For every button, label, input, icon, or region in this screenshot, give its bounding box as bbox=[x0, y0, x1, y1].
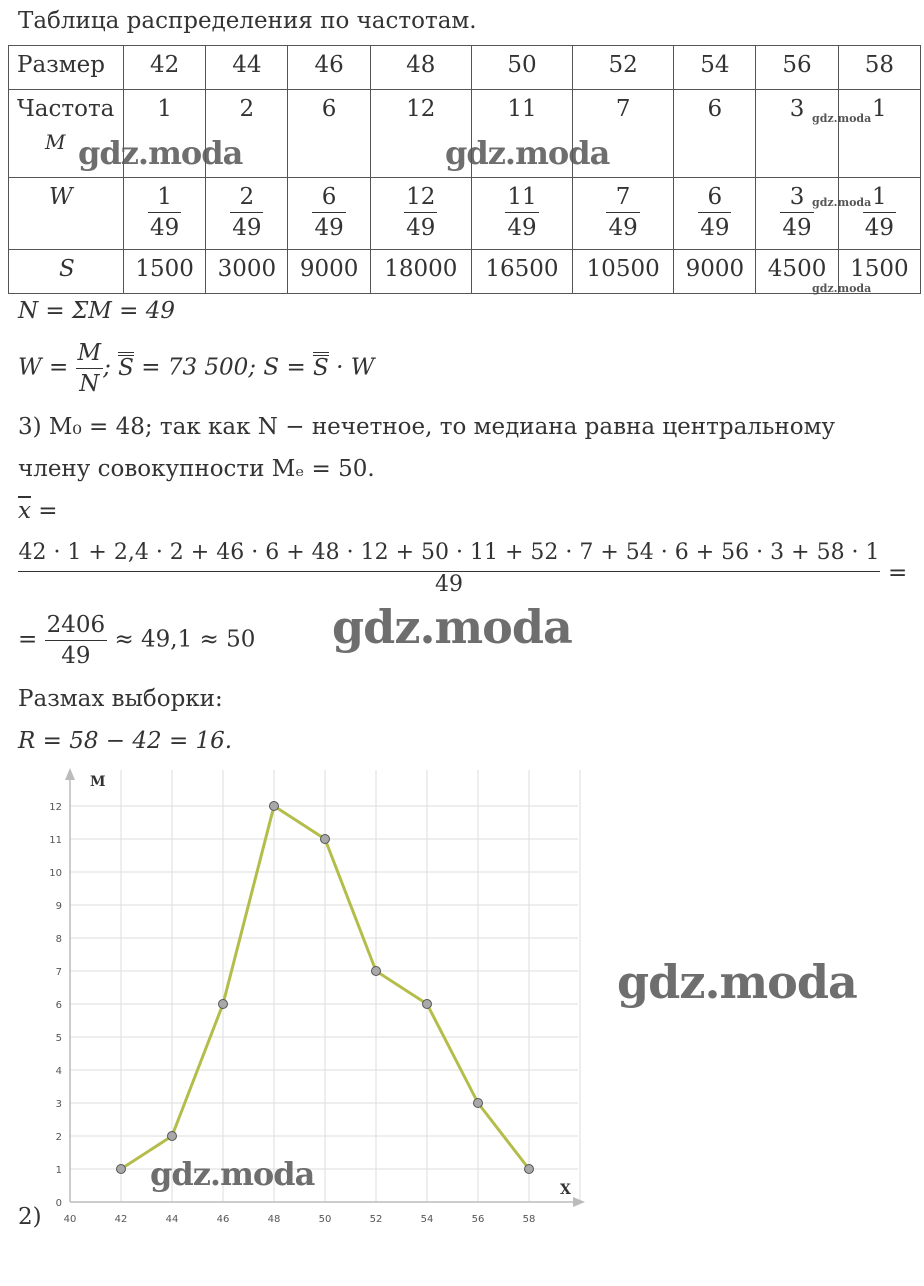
x-axis-label: X bbox=[560, 1182, 571, 1198]
w-den: 49 bbox=[149, 215, 180, 241]
xbar-symbol: $\overline{x}$ bbox=[18, 498, 31, 524]
x-tick-label: 52 bbox=[369, 1214, 383, 1225]
x-tick-label: 44 bbox=[165, 1214, 179, 1225]
y-tick-label: 9 bbox=[55, 901, 62, 912]
w-den: 49 bbox=[406, 215, 436, 241]
mean-result bbox=[18, 612, 255, 669]
range-formula: R = 58 − 42 = 16. bbox=[18, 728, 233, 754]
y-tick-label: 1 bbox=[55, 1165, 62, 1176]
mode-line: 3) M₀ = 48; так как N − нечетное, то медиана равна центральному bbox=[18, 414, 836, 440]
frequency-label: Частота bbox=[17, 96, 115, 122]
watermark: gdz.moda bbox=[617, 955, 857, 1009]
freq-cell: 3 bbox=[756, 90, 838, 178]
s-cell: 3000 bbox=[206, 250, 288, 294]
size-cell: 44 bbox=[206, 46, 288, 90]
y-tick-label: 3 bbox=[55, 1099, 62, 1110]
y-tick-label: 4 bbox=[55, 1066, 62, 1077]
w-den: 49 bbox=[700, 215, 730, 241]
w-num: 11 bbox=[507, 184, 537, 210]
freq-cell: 6 bbox=[674, 90, 756, 178]
w-cell bbox=[838, 178, 920, 250]
frequency-polygon-chart bbox=[40, 760, 600, 1230]
freq-cell: 7 bbox=[573, 90, 674, 178]
s-cell: 4500 bbox=[756, 250, 838, 294]
x-tick-label: 40 bbox=[63, 1214, 77, 1225]
s-def-symbol: S bbox=[313, 352, 329, 380]
x-tick-label: 56 bbox=[471, 1214, 485, 1225]
size-cell: 46 bbox=[288, 46, 370, 90]
watermark-small: gdz.moda bbox=[812, 112, 872, 125]
table-row-s bbox=[9, 250, 921, 294]
watermark-small: gdz.moda bbox=[812, 282, 872, 295]
s-mean-value: = 73 500; bbox=[133, 354, 264, 381]
table-row-w bbox=[9, 178, 921, 250]
w-cell bbox=[573, 178, 674, 250]
w-den: 49 bbox=[782, 215, 812, 241]
size-cell: 48 bbox=[370, 46, 471, 90]
page-title: Таблица распределения по частотам. bbox=[18, 8, 477, 34]
range-label: Размах выборки: bbox=[18, 686, 223, 712]
size-cell: 58 bbox=[838, 46, 920, 90]
freq-cell: 6 bbox=[288, 90, 370, 178]
w-num: 6 bbox=[321, 184, 337, 210]
w-den: 49 bbox=[314, 215, 344, 241]
s-cell: 9000 bbox=[674, 250, 756, 294]
s-mean-sep: ; bbox=[103, 354, 119, 381]
s-cell: 10500 bbox=[573, 250, 674, 294]
w-num: 6 bbox=[707, 184, 723, 210]
s-cell: 1500 bbox=[124, 250, 206, 294]
x-axis-arrow bbox=[573, 1197, 585, 1207]
s-cell: 18000 bbox=[370, 250, 471, 294]
size-cell: 50 bbox=[471, 46, 572, 90]
size-cell: 54 bbox=[674, 46, 756, 90]
w-cell bbox=[471, 178, 572, 250]
freq-cell: 2 bbox=[206, 90, 288, 178]
size-cell: 42 bbox=[124, 46, 206, 90]
freq-cell: 1 bbox=[838, 90, 920, 178]
watermark: gdz.moda bbox=[150, 1155, 315, 1193]
x-tick-label: 48 bbox=[267, 1214, 281, 1225]
x-tick-label: 42 bbox=[114, 1214, 128, 1225]
w-cell bbox=[124, 178, 206, 250]
y-tick-label: 5 bbox=[55, 1033, 62, 1044]
watermark: gdz.moda bbox=[445, 134, 610, 172]
w-cell bbox=[756, 178, 838, 250]
mean-numerator: 42 · 1 + 2,4 · 2 + 46 · 6 + 48 · 12 + 50 · 11 + 52 · 7 + 54 · 6 + 56 · 3 + 58 · 1 bbox=[18, 540, 880, 565]
m-label: M bbox=[45, 130, 66, 154]
w-den: 49 bbox=[608, 215, 638, 241]
xbar-equals: = bbox=[30, 498, 58, 524]
w-den: 49 bbox=[864, 215, 894, 241]
row-header-w: W bbox=[9, 178, 124, 250]
w-cell bbox=[206, 178, 288, 250]
s-mean-symbol: S bbox=[118, 352, 134, 380]
mean-denominator: 49 bbox=[435, 572, 463, 597]
data-point bbox=[372, 967, 381, 976]
result-equals: = bbox=[18, 626, 45, 653]
x-tick-label: 58 bbox=[522, 1214, 536, 1225]
x-tick-label: 54 bbox=[420, 1214, 434, 1225]
w-num: 12 bbox=[406, 184, 436, 210]
watermark: gdz.moda bbox=[332, 600, 572, 654]
data-point bbox=[219, 1000, 228, 1009]
s-def-lhs: S = bbox=[263, 354, 314, 381]
w-frac-den: N bbox=[79, 371, 100, 397]
s-cell: 1500 bbox=[838, 250, 920, 294]
s-cell: 9000 bbox=[288, 250, 370, 294]
w-num: 7 bbox=[615, 184, 631, 210]
y-tick-label: 12 bbox=[49, 802, 62, 813]
w-cell bbox=[370, 178, 471, 250]
y-tick-label: 11 bbox=[49, 835, 62, 846]
w-lhs: W = bbox=[18, 354, 76, 381]
data-point bbox=[321, 835, 330, 844]
y-axis-arrow bbox=[65, 768, 75, 780]
w-num: 2 bbox=[239, 184, 255, 210]
data-point bbox=[168, 1132, 177, 1141]
freq-cell: 11 bbox=[471, 90, 572, 178]
y-axis-label: M bbox=[90, 774, 106, 790]
w-num: 1 bbox=[872, 184, 887, 210]
watermark-small: gdz.moda bbox=[812, 196, 872, 209]
mean-fraction bbox=[18, 540, 880, 597]
w-s-formula bbox=[18, 340, 374, 397]
s-cell: 16500 bbox=[471, 250, 572, 294]
table-row-size bbox=[9, 46, 921, 90]
row-header-size: Размер bbox=[9, 46, 124, 90]
mean-label-line bbox=[18, 498, 58, 524]
data-point bbox=[270, 802, 279, 811]
data-point bbox=[474, 1099, 483, 1108]
data-point bbox=[423, 1000, 432, 1009]
w-den: 49 bbox=[507, 215, 537, 241]
y-tick-label: 7 bbox=[55, 967, 62, 978]
n-sum-formula: N = ΣM = 49 bbox=[18, 298, 175, 324]
w-cell bbox=[674, 178, 756, 250]
freq-cell: 12 bbox=[370, 90, 471, 178]
freq-cell: 1 bbox=[124, 90, 206, 178]
y-tick-label: 0 bbox=[55, 1198, 62, 1209]
y-tick-label: 6 bbox=[55, 1000, 62, 1011]
data-point bbox=[525, 1165, 534, 1174]
w-cell bbox=[288, 178, 370, 250]
watermark: gdz.moda bbox=[78, 134, 243, 172]
median-line: члену совокупности Mₑ = 50. bbox=[18, 456, 375, 482]
x-tick-label: 50 bbox=[318, 1214, 332, 1225]
result-approx: ≈ 49,1 ≈ 50 bbox=[107, 626, 256, 653]
y-tick-label: 10 bbox=[49, 868, 62, 879]
row-header-s: S bbox=[9, 250, 124, 294]
w-frac-num: M bbox=[77, 340, 102, 366]
size-cell: 56 bbox=[756, 46, 838, 90]
y-tick-label: 8 bbox=[55, 934, 62, 945]
result-den: 49 bbox=[61, 643, 91, 669]
y-tick-label: 2 bbox=[55, 1132, 62, 1143]
chart-item-label: 2) bbox=[18, 1204, 42, 1230]
size-cell: 52 bbox=[573, 46, 674, 90]
w-num: 1 bbox=[157, 184, 172, 210]
mean-tail-equals: = bbox=[888, 560, 908, 586]
w-den: 49 bbox=[232, 215, 262, 241]
s-def-rhs: · W bbox=[328, 354, 375, 381]
x-tick-label: 46 bbox=[216, 1214, 230, 1225]
data-point bbox=[117, 1165, 126, 1174]
result-num: 2406 bbox=[46, 612, 106, 638]
w-num: 3 bbox=[789, 184, 805, 210]
